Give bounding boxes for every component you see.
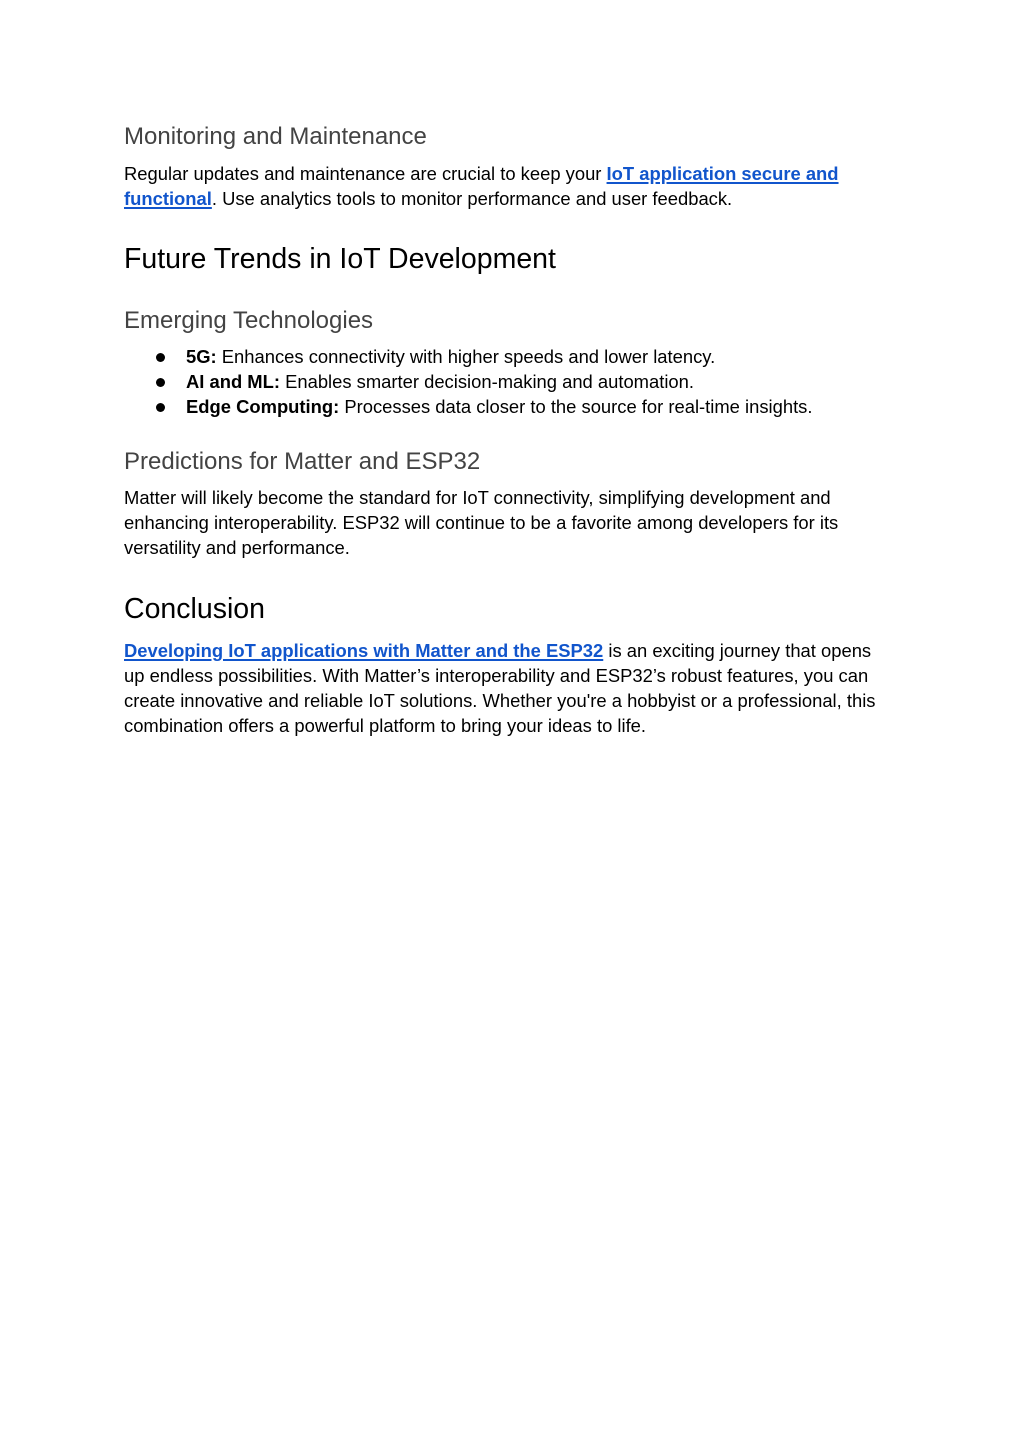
link-text-line2[interactable]: functional: [124, 188, 212, 209]
bullet-icon: [156, 353, 165, 362]
paragraph-text-after: . Use analytics tools to monitor performance and user feedback.: [211, 188, 733, 209]
paragraph-monitoring: [124, 161, 914, 211]
heading-future-trends: Future Trends in IoT Development: [124, 243, 556, 275]
bullet-icon: [156, 378, 165, 387]
emerging-technologies-list: [124, 344, 914, 419]
list-item: [124, 369, 914, 394]
link-text-line1[interactable]: IoT application secure and: [606, 163, 839, 184]
list-item-desc: Enables smarter decision-making and automation.: [279, 371, 694, 392]
heading-emerging-technologies: Emerging Technologies: [124, 307, 374, 334]
paragraph-text: Regular updates and maintenance are crucial to keep your: [124, 163, 607, 184]
list-item-desc: Enhances connectivity with higher speeds and lower latency.: [216, 346, 716, 367]
paragraph-line: versatility and performance.: [124, 537, 350, 558]
list-item: [124, 394, 914, 419]
paragraph-line: is an exciting journey that opens: [603, 640, 872, 661]
paragraph-line: Matter will likely become the standard for IoT connectivity, simplifying development and: [124, 487, 831, 508]
paragraph-line: combination offers a powerful platform to bring your ideas to life.: [124, 715, 647, 736]
list-item-term: Edge Computing:: [186, 396, 340, 417]
heading-predictions: Predictions for Matter and ESP32: [124, 448, 481, 475]
heading-monitoring-maintenance: Monitoring and Maintenance: [124, 123, 427, 150]
list-item: [124, 344, 914, 369]
paragraph-line: up endless possibilities. With Matter’s interoperability and ESP32’s robust features, you can: [124, 665, 869, 686]
paragraph-line: create innovative and reliable IoT solutions. Whether you're a hobbyist or a professional, this: [124, 690, 876, 711]
bullet-icon: [156, 403, 165, 412]
paragraph-predictions: [124, 485, 914, 560]
list-item-term: 5G:: [186, 346, 217, 367]
paragraph-line: enhancing interoperability. ESP32 will continue to be a favorite among developers for its: [124, 512, 839, 533]
list-item-desc: Processes data closer to the source for real-time insights.: [339, 396, 813, 417]
heading-conclusion: Conclusion: [124, 593, 265, 625]
link-developing-iot-applications[interactable]: Developing IoT applications with Matter and the ESP32: [124, 640, 604, 661]
list-item-term: AI and ML:: [186, 371, 280, 392]
paragraph-conclusion: [124, 638, 914, 738]
